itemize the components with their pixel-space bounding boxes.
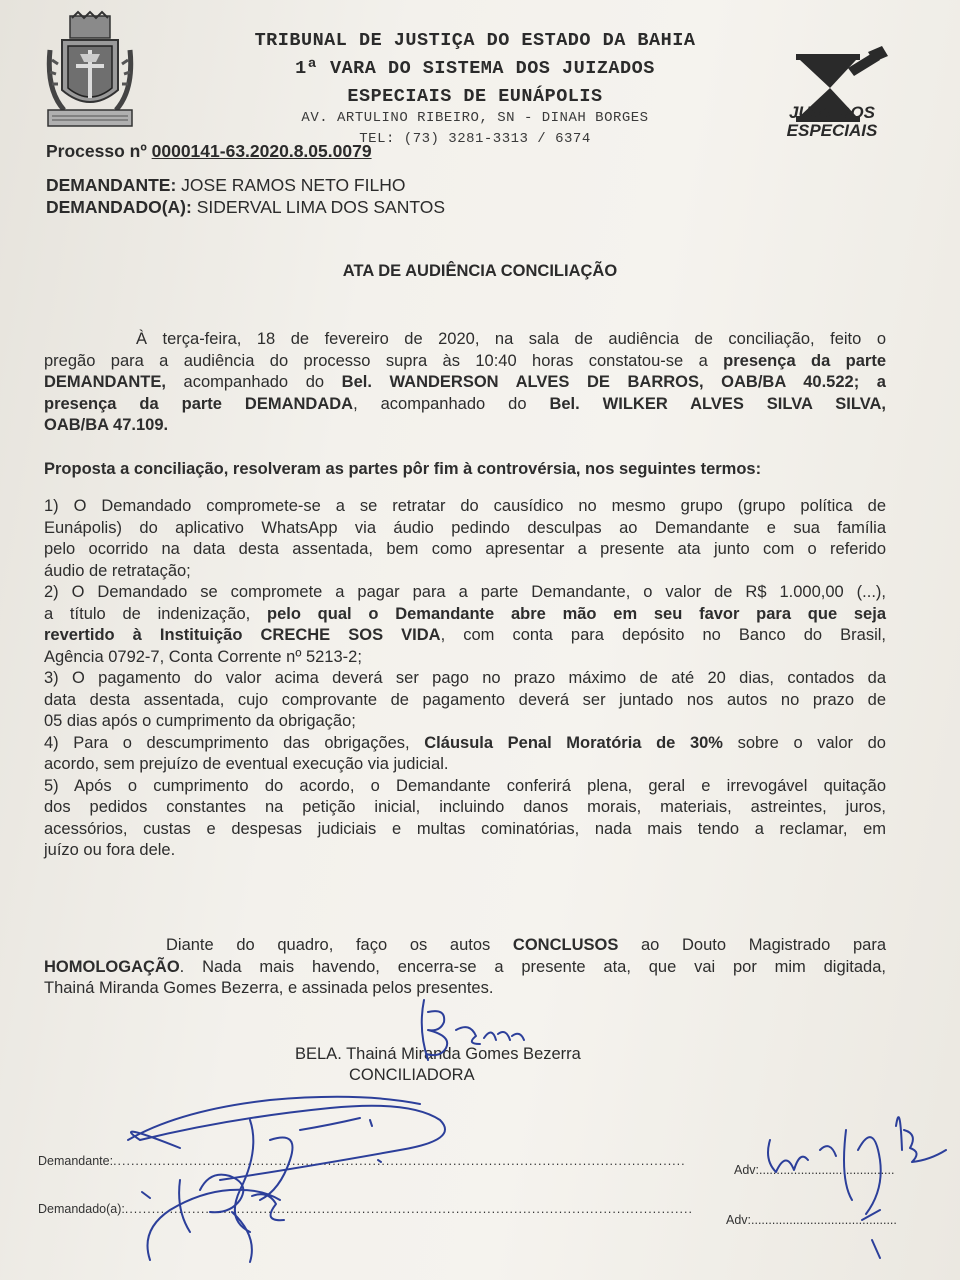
logo-line1: JUIZADOS [789, 103, 875, 122]
intro-paragraph [44, 329, 886, 437]
court-address: AV. ARTULINO RIBEIRO, SN - DINAH BORGES [301, 110, 649, 126]
closing-line1-tail: ao Douto Magistrado para [618, 936, 886, 954]
intro-line2-bold: presença da parte [723, 351, 887, 370]
intro-line2 [44, 351, 886, 373]
term2-line3-bold: revertido à Instituição CRECHE SOS VIDA [44, 626, 441, 644]
demandado-signature-label: Demandado(a): [38, 1202, 125, 1216]
term5-line3: acessórios, custas e despesas judiciais e multas cominatórias, nada mais tendo a reclamar, em [44, 819, 886, 838]
intro-line3 [44, 372, 886, 394]
term2-line2 [44, 604, 886, 626]
intro-line4-bold1: presença da parte DEMANDADA [44, 394, 354, 413]
term1-line4: áudio de retratação; [44, 561, 191, 580]
closing-line3: Thainá Miranda Gomes Bezerra, e assinada pelos presentes. [44, 979, 494, 997]
term2-line3-text: , com conta para depósito no Banco do Brasil, [440, 626, 886, 644]
vara-name: 1ª VARA DO SISTEMA DOS JUIZADOS [295, 58, 655, 79]
demandante-signature-line: Demandante:................................................................................................................................ [38, 1154, 686, 1168]
term1-line3: pelo ocorrido na data desta assentada, bem como apresentar a presente ata junto com o referido [44, 540, 886, 558]
term3-line3: 05 dias após o cumprimento da obrigação; [44, 712, 356, 730]
term4-line2: acordo, sem prejuízo de eventual execução via judicial. [44, 755, 449, 773]
demandante-signature-label: Demandante: [38, 1154, 114, 1168]
intro-line4-text: , acompanhado do [353, 394, 550, 413]
adv1-signature-label: Adv: [734, 1163, 760, 1177]
intro-line3-bold2: Bel. WANDERSON ALVES DE BARROS, OAB/BA 40.522; a [341, 373, 886, 391]
closing-line1-text: Diante do quadro, faço os autos [166, 936, 513, 954]
court-name: TRIBUNAL DE JUSTIÇA DO ESTADO DA BAHIA [254, 30, 696, 51]
term1-line1: 1) O Demandado compromete-se a se retratar do causídico no mesmo grupo (grupo política de [44, 497, 886, 515]
term4-line1-bold: Cláusula Penal Moratória de 30% [424, 733, 723, 752]
processo-label: Processo nº [46, 141, 147, 161]
intro-line2-text: pregão para a audiência do processo supra às 10:40 horas constatou-se a [44, 351, 724, 370]
term2-line1: 2) O Demandado se compromete a pagar para a parte Demandante, o valor de R$ 1.000,00 (...), [44, 583, 886, 601]
adv1-signature-line: Adv:....................................... [734, 1163, 895, 1177]
processo-line [46, 141, 372, 162]
term4-line1-tail: sobre o valor do [722, 733, 886, 752]
logo-line2: ESPECIAIS [786, 121, 878, 140]
demandante-label: DEMANDANTE: [46, 175, 177, 195]
vara-name-line2: ESPECIAIS DE EUNÁPOLIS [347, 86, 603, 107]
closing-line2 [44, 957, 886, 979]
conciliator-name: BELA. Thainá Miranda Gomes Bezerra [295, 1045, 581, 1063]
adv-signature-icon [768, 1117, 946, 1258]
term2-line2-text: a título de indenização, [44, 604, 267, 623]
intro-line4-bold2: Bel. WILKER ALVES SILVA SILVA, [549, 394, 887, 413]
conciliator-role: CONCILIADORA [349, 1066, 475, 1084]
term2-line4: Agência 0792-7, Conta Corrente nº 5213-2; [44, 647, 362, 666]
term1-line2: Eunápolis) do aplicativo WhatsApp via áudio pedindo desculpas ao Demandante e sua família [44, 518, 886, 537]
closing-conclusos: CONCLUSOS [512, 936, 619, 954]
term2-line2-bold: pelo qual o Demandante abre mão em seu favor para que seja [267, 604, 886, 623]
demandado-signature-icon [142, 1175, 284, 1262]
demandado-label: DEMANDADO(A): [46, 197, 192, 217]
closing-line1 [44, 935, 886, 957]
intro-line1: À terça-feira, 18 de fevereiro de 2020, na sala de audiência de conciliação, feito o [136, 330, 886, 348]
bahia-coat-of-arms-icon [44, 10, 136, 136]
terms-list [44, 496, 886, 862]
intro-line5 [44, 415, 886, 437]
demandado-line [46, 197, 445, 218]
demandado-name: SIDERVAL LIMA DOS SANTOS [196, 197, 446, 217]
court-phone: TEL: (73) 3281-3313 / 6374 [359, 131, 591, 147]
term5-line4: juízo ou fora dele. [44, 841, 176, 859]
intro-line3-text: acompanhado do [165, 373, 342, 391]
intro-line4 [44, 394, 886, 416]
processo-number: 0000141-63.2020.8.05.0079 [151, 141, 372, 161]
closing-paragraph [44, 935, 886, 1000]
adv2-signature-label: Adv: [726, 1213, 752, 1227]
term4-line1-text: 4) Para o descumprimento das obrigações, [44, 733, 425, 752]
intro-line5-bold: OAB/BA 47.109. [44, 416, 169, 434]
demandante-name: JOSE RAMOS NETO FILHO [181, 175, 406, 195]
document-title: ATA DE AUDIÊNCIA CONCILIAÇÃO [342, 262, 618, 280]
juizados-logo-text [770, 104, 894, 140]
term3-line1: 3) O pagamento do valor acima deverá ser pago no prazo máximo de até 20 dias, contados da [44, 669, 886, 687]
intro-line3-bold1: DEMANDANTE, [44, 373, 166, 391]
demandado-signature-line: Demandado(a):............................................................................................................................... [38, 1202, 693, 1216]
demandante-line [46, 175, 405, 196]
term4-line1 [44, 733, 886, 755]
adv2-signature-line: Adv:.......................................... [726, 1213, 897, 1227]
term3-line2: data desta assentada, cujo comprovante de pagamento deverá ser juntado nos autos no prazo de [44, 690, 886, 709]
proposal-heading: Proposta a conciliação, resolveram as partes pôr fim à controvérsia, nos seguintes termos: [44, 460, 762, 478]
closing-line2-text: . Nada mais havendo, encerra-se a presente ata, que vai por mim digitada, [179, 957, 886, 976]
term5-line1: 5) Após o cumprimento do acordo, o Demandante conferirá plena, geral e irrevogável quitação [44, 776, 886, 795]
term5-line2: dos pedidos constantes na petição inicial, incluindo danos morais, materiais, astreintes, juros, [44, 798, 886, 816]
closing-homologacao: HOMOLOGAÇÃO [44, 957, 180, 976]
term2-line3 [44, 625, 886, 647]
